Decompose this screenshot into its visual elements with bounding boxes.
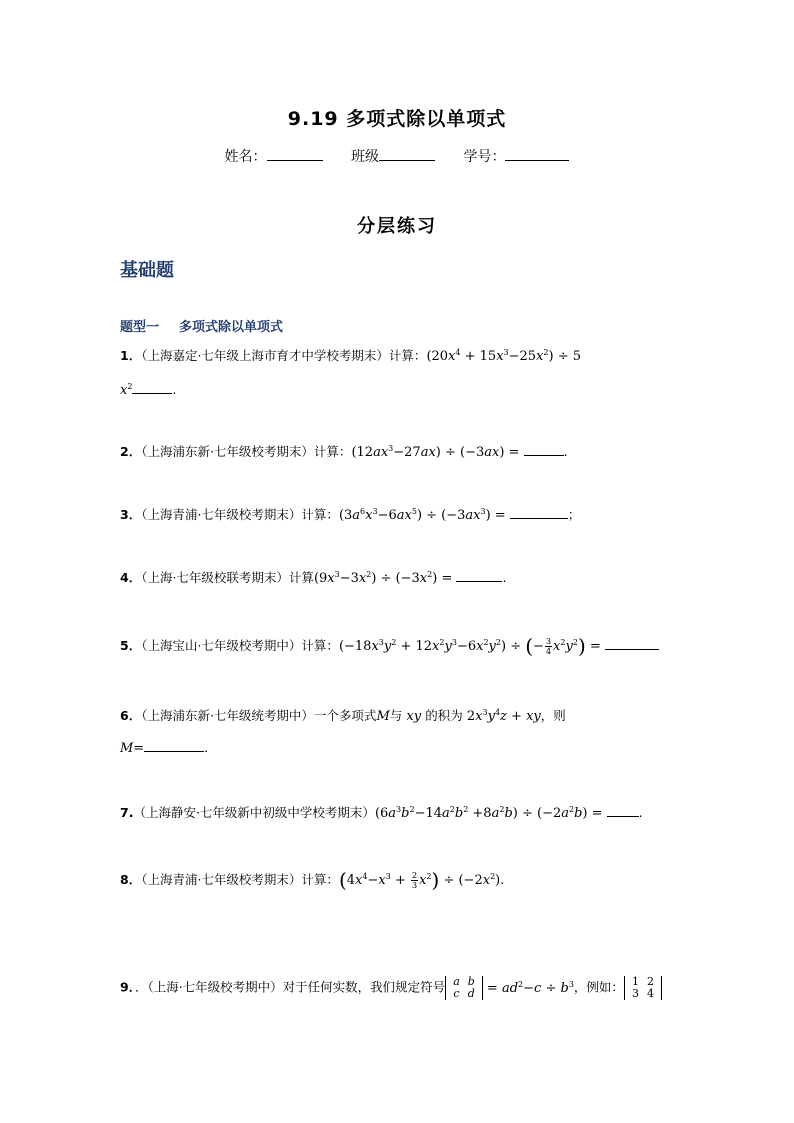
question-1 <box>120 347 581 366</box>
class-blank[interactable] <box>379 148 435 161</box>
question-2: 2．（上海浦东新·七年级校考期末）计算：$(12ax^3-27ax) \div (-3ax)$ = . <box>120 444 568 460</box>
class-label: 班级 <box>351 149 379 165</box>
question-5 <box>120 634 659 658</box>
student-info-row <box>0 146 794 166</box>
question-number: 9． <box>120 979 135 995</box>
answer-blank[interactable] <box>605 637 659 650</box>
question-expression: $(-18x^3y^2 + 12x^2y^3-6x^2y^2)$ ÷ (− $\frac{3}{4}$ $x^2y^2$) = <box>338 634 605 658</box>
answer-blank[interactable] <box>132 381 172 394</box>
question-3: 3．（上海青浦·七年级校考期末）计算：$(3a^6x^3-6ax^5) \div (-3ax^3)$ = ； <box>120 507 581 523</box>
question-number: 7. <box>120 805 134 820</box>
question-source: ．（上海·七年级校考期中）对于任何实数，我们规定符号 <box>134 979 446 995</box>
determinant-symbol: a b c d <box>445 976 483 1000</box>
question-6-continued: M= ． <box>120 740 217 756</box>
question-source: （上海青浦·七年级校考期末）计算： <box>141 507 339 522</box>
question-source: （上海宝山·七年级校考期中）计算： <box>141 638 339 653</box>
answer-blank[interactable] <box>144 739 204 752</box>
page-title: 9.19 多项式除以单项式 <box>287 108 507 130</box>
question-4: 4．（上海·七年级校联考期末）计算$(9x^3-3x^2) \div (-3x^2)$ = . <box>120 570 507 586</box>
question-text: ，例如： <box>573 979 624 995</box>
question-1-continued: $x^2$ . <box>120 382 177 398</box>
question-source: （上海静安·七年级新中初级中学校考期末） <box>133 805 375 820</box>
question-source: （上海浦东新·七年级统考期中）一个多项式 <box>141 708 377 723</box>
question-expression: $(3a^6x^3-6ax^5) \div (-3ax^3)$ = <box>338 507 510 523</box>
section-heading: 基础题 <box>120 260 174 281</box>
question-number: 2． <box>120 444 142 459</box>
question-source: （上海浦东新·七年级校考期末）计算： <box>141 444 352 459</box>
answer-label: M= <box>120 741 145 756</box>
question-text: ，则 <box>540 708 566 723</box>
question-source: （上海青浦·七年级校考期末）计算： <box>141 872 339 887</box>
question-number: 6． <box>120 708 142 723</box>
question-expression: $(12ax^3-27ax) \div (-3ax)$ = <box>351 444 524 460</box>
question-8: 8．（上海青浦·七年级校考期末）计算：($4x^4-x^3$ + $\frac{2}{3}$ $x^2) \div (-2x^2)$. <box>120 868 505 892</box>
question-text: 的积为 <box>425 708 463 723</box>
type-heading <box>120 316 283 335</box>
question-source: （上海·七年级校联考期末）计算 <box>141 570 314 585</box>
name-blank[interactable] <box>267 148 323 161</box>
question-number: 1． <box>120 348 142 363</box>
section-subtitle: 分层练习 <box>357 216 437 237</box>
question-number: 4． <box>120 570 142 585</box>
question-source: （上海嘉定·七年级上海市育才中学校考期末）计算： <box>141 348 427 363</box>
question-number: 8． <box>120 872 142 887</box>
answer-blank[interactable] <box>607 804 639 817</box>
determinant-example: 1 2 3 4 <box>624 976 662 1000</box>
answer-blank[interactable] <box>510 506 568 519</box>
question-7: 7.（上海静安·七年级新中初级中学校考期末）$(6a^3b^2-14a^2b^2 +8a^2b) \div (-2a^2b)$ = . <box>120 805 643 821</box>
question-number: 5． <box>120 638 142 653</box>
answer-blank[interactable] <box>456 569 502 582</box>
type-topic: 多项式除以单项式 <box>179 320 284 335</box>
id-label: 学号： <box>463 149 506 165</box>
question-expression: $(20x^4 + 15x^3-25x^2) \div 5$ <box>426 348 582 364</box>
answer-blank[interactable] <box>524 443 564 456</box>
question-expression: $(6a^3b^2-14a^2b^2 +8a^2b) \div (-2a^2b)$ = <box>374 805 607 821</box>
question-text: 与 <box>389 708 403 723</box>
question-number: 3． <box>120 507 142 522</box>
name-label: 姓名： <box>224 149 267 165</box>
question-expression: $(9x^3-3x^2) \div (-3x^2)$ = <box>313 570 457 586</box>
type-label: 题型一 <box>120 320 160 335</box>
question-9: 9．．（上海·七年级校考期中）对于任何实数，我们规定符号 a b c d = $ad^2-c \div b^3$，例如： 1 2 3 4 <box>120 976 662 1000</box>
question-6: 6．（上海浦东新·七年级统考期中）一个多项式M与 xy 的积为 $2x^3y^4z$ + xy，则 <box>120 708 566 724</box>
id-blank[interactable] <box>505 148 569 161</box>
question-expression: ($4x^4-x^3$ + $\frac{2}{3}$ $x^2) \div (-2x^2)$ <box>338 868 501 892</box>
